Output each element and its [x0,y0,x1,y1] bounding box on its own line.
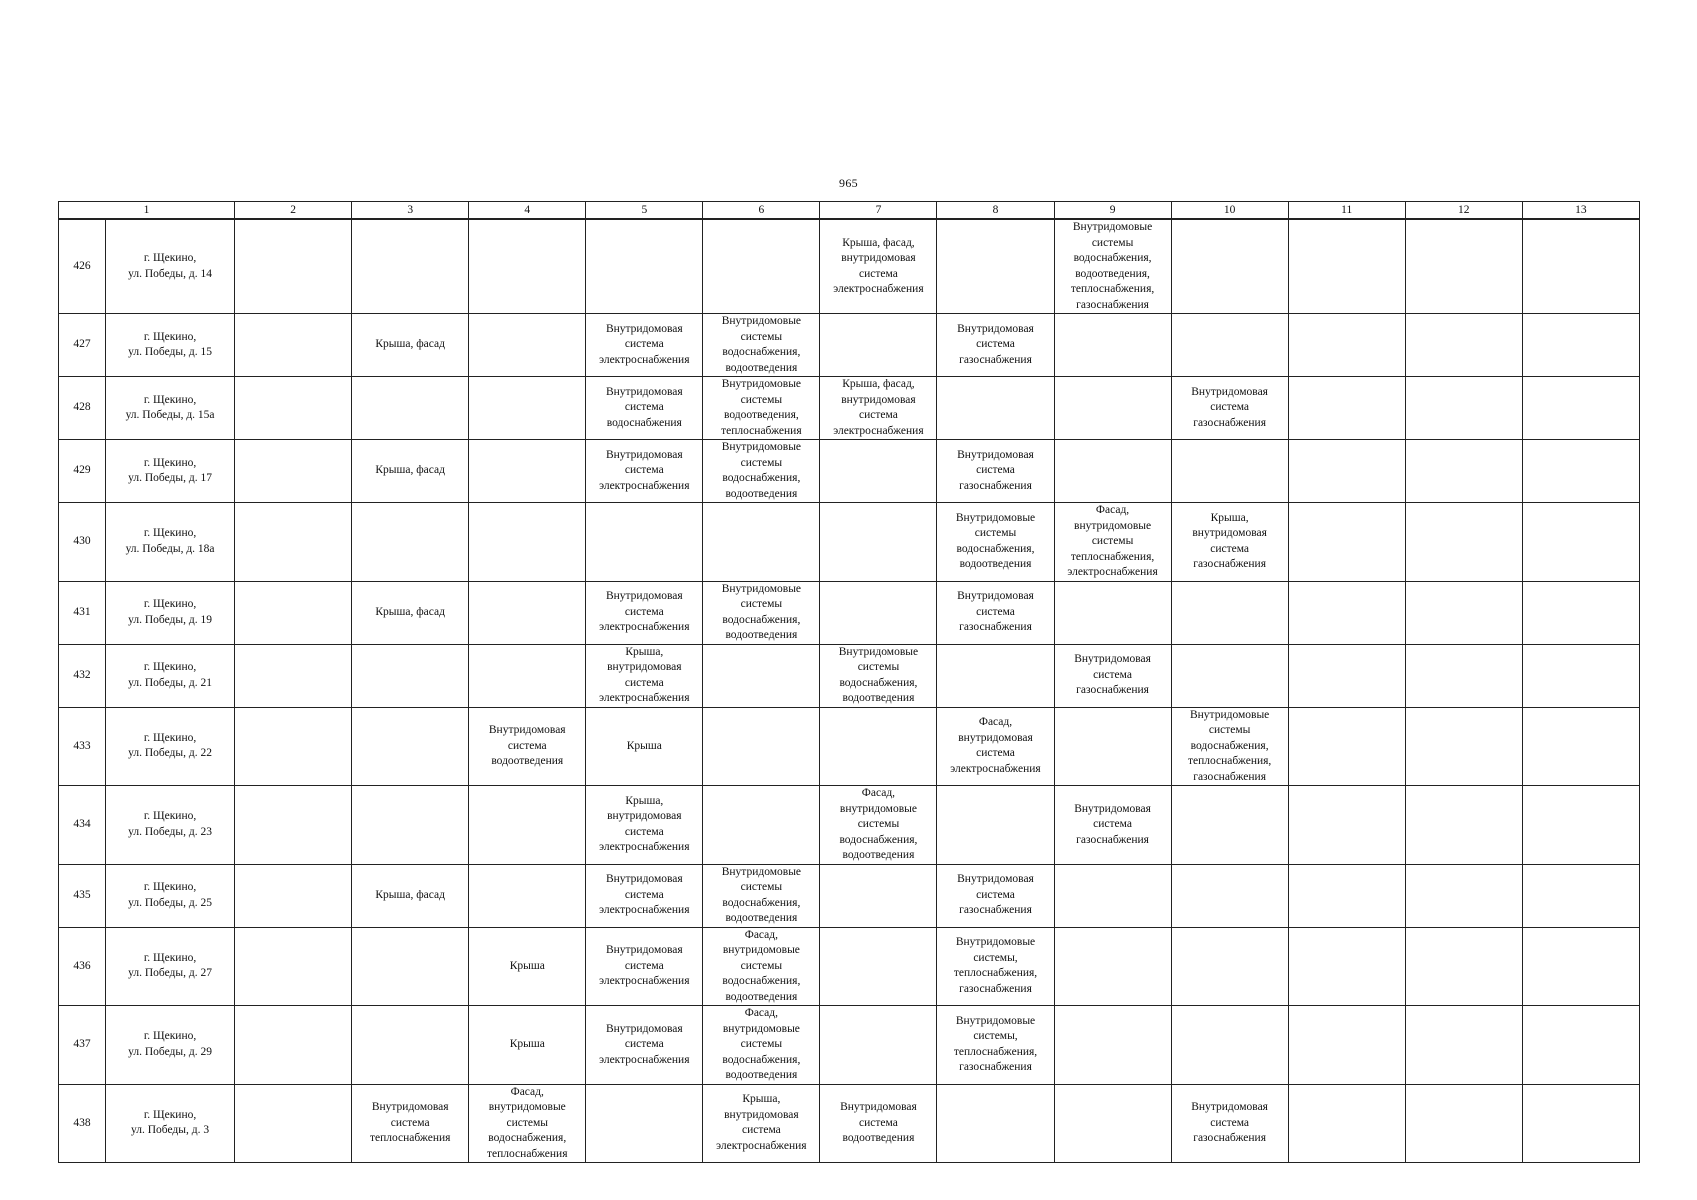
work-cell-col-7: Внутридомовые системы водоснабжения, водоотведения [820,644,937,707]
row-number: 435 [59,864,106,927]
work-cell-col-8 [937,1084,1054,1163]
work-cell-col-8 [937,377,1054,440]
work-cell-col-10 [1171,1006,1288,1085]
work-cell-col-4: Внутридомовая система водоотведения [469,707,586,786]
work-cell-col-7 [820,581,937,644]
work-cell-col-2 [235,314,352,377]
work-cell-col-6 [703,219,820,314]
address-cell: г. Щекино, ул. Победы, д. 27 [106,927,235,1006]
work-cell-col-12 [1405,707,1522,786]
work-cell-col-9: Фасад, внутридомовые системы теплоснабжения, электроснабжения [1054,503,1171,582]
table-body [59,219,1640,1163]
work-cell-col-7 [820,864,937,927]
work-cell-col-2 [235,377,352,440]
column-header: 9 [1054,202,1171,220]
column-header: 8 [937,202,1054,220]
work-cell-col-2 [235,503,352,582]
work-cell-col-9: Внутридомовая система газоснабжения [1054,644,1171,707]
work-cell-col-11 [1288,1084,1405,1163]
work-cell-col-10 [1171,219,1288,314]
table-row [59,219,1640,314]
work-cell-col-13 [1522,440,1639,503]
work-cell-col-7 [820,503,937,582]
work-cell-col-7 [820,314,937,377]
work-cell-col-2 [235,219,352,314]
row-number: 436 [59,927,106,1006]
work-cell-col-10 [1171,786,1288,865]
column-header: 12 [1405,202,1522,220]
work-cell-col-3 [352,786,469,865]
work-cell-col-4 [469,581,586,644]
work-cell-col-9 [1054,707,1171,786]
work-cell-col-6: Фасад, внутридомовые системы водоснабжения, водоотведения [703,927,820,1006]
work-cell-col-4 [469,377,586,440]
work-cell-col-6: Внутридомовые системы водоснабжения, водоотведения [703,864,820,927]
column-header: 1 [59,202,235,220]
work-cell-col-8: Внутридомовая система газоснабжения [937,440,1054,503]
column-header: 13 [1522,202,1639,220]
work-cell-col-10: Внутридомовая система газоснабжения [1171,1084,1288,1163]
work-cell-col-3 [352,927,469,1006]
work-cell-col-13 [1522,219,1639,314]
row-number: 433 [59,707,106,786]
work-cell-col-8: Внутридомовые системы, теплоснабжения, газоснабжения [937,927,1054,1006]
table-row [59,440,1640,503]
work-cell-col-12 [1405,786,1522,865]
work-cell-col-10 [1171,927,1288,1006]
column-header: 3 [352,202,469,220]
work-cell-col-2 [235,864,352,927]
work-cell-col-6: Внутридомовые системы водоотведения, теплоснабжения [703,377,820,440]
work-cell-col-8 [937,786,1054,865]
address-cell: г. Щекино, ул. Победы, д. 17 [106,440,235,503]
table-row [59,644,1640,707]
work-cell-col-8: Внутридомовая система газоснабжения [937,864,1054,927]
work-cell-col-8 [937,644,1054,707]
work-cell-col-7: Фасад, внутридомовые системы водоснабжения, водоотведения [820,786,937,865]
work-cell-col-9 [1054,1084,1171,1163]
work-cell-col-3 [352,1006,469,1085]
work-cell-col-8: Внутридомовая система газоснабжения [937,314,1054,377]
work-cell-col-5: Внутридомовая система электроснабжения [586,581,703,644]
work-cell-col-2 [235,1006,352,1085]
work-cell-col-7: Крыша, фасад, внутридомовая система электроснабжения [820,219,937,314]
table-row [59,927,1640,1006]
work-cell-col-10 [1171,864,1288,927]
repair-schedule-table [58,201,1640,1163]
work-cell-col-4: Фасад, внутридомовые системы водоснабжения, теплоснабжения [469,1084,586,1163]
work-cell-col-12 [1405,503,1522,582]
work-cell-col-4 [469,864,586,927]
work-cell-col-10: Внутридомовые системы водоснабжения, теплоснабжения, газоснабжения [1171,707,1288,786]
work-cell-col-11 [1288,314,1405,377]
address-cell: г. Щекино, ул. Победы, д. 15 [106,314,235,377]
work-cell-col-8: Внутридомовая система газоснабжения [937,581,1054,644]
work-cell-col-5 [586,503,703,582]
work-cell-col-5: Крыша [586,707,703,786]
work-cell-col-12 [1405,927,1522,1006]
row-number: 430 [59,503,106,582]
work-cell-col-5: Крыша, внутридомовая система электроснабжения [586,644,703,707]
work-cell-col-9 [1054,377,1171,440]
work-cell-col-8: Внутридомовые системы, теплоснабжения, газоснабжения [937,1006,1054,1085]
work-cell-col-7 [820,1006,937,1085]
work-cell-col-13 [1522,707,1639,786]
row-number: 434 [59,786,106,865]
work-cell-col-7 [820,440,937,503]
address-cell: г. Щекино, ул. Победы, д. 14 [106,219,235,314]
work-cell-col-4: Крыша [469,927,586,1006]
work-cell-col-2 [235,644,352,707]
work-cell-col-13 [1522,503,1639,582]
work-cell-col-6 [703,707,820,786]
work-cell-col-6: Внутридомовые системы водоснабжения, водоотведения [703,581,820,644]
work-cell-col-12 [1405,581,1522,644]
work-cell-col-6: Фасад, внутридомовые системы водоснабжения, водоотведения [703,1006,820,1085]
address-cell: г. Щекино, ул. Победы, д. 25 [106,864,235,927]
table-row [59,581,1640,644]
work-cell-col-11 [1288,927,1405,1006]
work-cell-col-3 [352,219,469,314]
work-cell-col-11 [1288,219,1405,314]
row-number: 428 [59,377,106,440]
work-cell-col-12 [1405,644,1522,707]
work-cell-col-2 [235,707,352,786]
work-cell-col-4 [469,786,586,865]
work-cell-col-7 [820,707,937,786]
work-cell-col-4 [469,503,586,582]
work-cell-col-10 [1171,314,1288,377]
work-cell-col-11 [1288,707,1405,786]
work-cell-col-2 [235,786,352,865]
work-cell-col-11 [1288,644,1405,707]
work-cell-col-13 [1522,377,1639,440]
work-cell-col-12 [1405,864,1522,927]
work-cell-col-13 [1522,1006,1639,1085]
work-cell-col-7: Крыша, фасад, внутридомовая система электроснабжения [820,377,937,440]
work-cell-col-8: Внутридомовые системы водоснабжения, водоотведения [937,503,1054,582]
work-cell-col-5: Внутридомовая система электроснабжения [586,440,703,503]
work-cell-col-6 [703,786,820,865]
column-header: 7 [820,202,937,220]
row-number: 437 [59,1006,106,1085]
work-cell-col-3 [352,644,469,707]
work-cell-col-9: Внутридомовые системы водоснабжения, водоотведения, теплоснабжения, газоснабжения [1054,219,1171,314]
work-cell-col-2 [235,440,352,503]
row-number: 432 [59,644,106,707]
work-cell-col-4 [469,644,586,707]
work-cell-col-12 [1405,314,1522,377]
row-number: 431 [59,581,106,644]
work-cell-col-7 [820,927,937,1006]
table-row [59,786,1640,865]
table-row [59,707,1640,786]
address-cell: г. Щекино, ул. Победы, д. 21 [106,644,235,707]
work-cell-col-5: Внутридомовая система электроснабжения [586,1006,703,1085]
work-cell-col-4 [469,219,586,314]
table-row [59,864,1640,927]
work-cell-col-11 [1288,440,1405,503]
work-cell-col-3: Крыша, фасад [352,864,469,927]
work-cell-col-10: Внутридомовая система газоснабжения [1171,377,1288,440]
table-row [59,1006,1640,1085]
work-cell-col-4: Крыша [469,1006,586,1085]
work-cell-col-12 [1405,1084,1522,1163]
work-cell-col-2 [235,1084,352,1163]
header-row [59,202,1640,220]
table-row [59,314,1640,377]
address-cell: г. Щекино, ул. Победы, д. 29 [106,1006,235,1085]
work-cell-col-5 [586,1084,703,1163]
work-cell-col-4 [469,314,586,377]
work-cell-col-4 [469,440,586,503]
work-cell-col-12 [1405,440,1522,503]
row-number: 426 [59,219,106,314]
column-header: 2 [235,202,352,220]
work-cell-col-8: Фасад, внутридомовая система электроснабжения [937,707,1054,786]
column-header: 6 [703,202,820,220]
work-cell-col-9 [1054,927,1171,1006]
work-cell-col-9 [1054,314,1171,377]
work-cell-col-11 [1288,864,1405,927]
work-cell-col-13 [1522,1084,1639,1163]
work-cell-col-5: Крыша, внутридомовая система электроснабжения [586,786,703,865]
work-cell-col-6: Крыша, внутридомовая система электроснабжения [703,1084,820,1163]
work-cell-col-13 [1522,581,1639,644]
work-cell-col-3 [352,377,469,440]
work-cell-col-10 [1171,581,1288,644]
work-cell-col-12 [1405,377,1522,440]
work-cell-col-13 [1522,786,1639,865]
row-number: 429 [59,440,106,503]
work-cell-col-12 [1405,219,1522,314]
work-cell-col-5: Внутридомовая система электроснабжения [586,927,703,1006]
address-cell: г. Щекино, ул. Победы, д. 19 [106,581,235,644]
work-cell-col-8 [937,219,1054,314]
work-cell-col-13 [1522,864,1639,927]
work-cell-col-13 [1522,927,1639,1006]
column-header: 4 [469,202,586,220]
work-cell-col-6: Внутридомовые системы водоснабжения, водоотведения [703,440,820,503]
work-cell-col-11 [1288,786,1405,865]
work-cell-col-5: Внутридомовая система электроснабжения [586,314,703,377]
address-cell: г. Щекино, ул. Победы, д. 22 [106,707,235,786]
work-cell-col-3: Внутридомовая система теплоснабжения [352,1084,469,1163]
work-cell-col-10: Крыша, внутридомовая система газоснабжения [1171,503,1288,582]
address-cell: г. Щекино, ул. Победы, д. 23 [106,786,235,865]
work-cell-col-10 [1171,440,1288,503]
work-cell-col-6: Внутридомовые системы водоснабжения, водоотведения [703,314,820,377]
row-number: 438 [59,1084,106,1163]
page-number: 965 [839,176,858,190]
work-cell-col-9 [1054,1006,1171,1085]
work-cell-col-5 [586,219,703,314]
work-cell-col-9: Внутридомовая система газоснабжения [1054,786,1171,865]
work-cell-col-11 [1288,1006,1405,1085]
work-cell-col-3 [352,707,469,786]
work-cell-col-3: Крыша, фасад [352,581,469,644]
work-cell-col-3: Крыша, фасад [352,440,469,503]
work-cell-col-9 [1054,864,1171,927]
address-cell: г. Щекино, ул. Победы, д. 15а [106,377,235,440]
work-cell-col-5: Внутридомовая система электроснабжения [586,864,703,927]
work-cell-col-3: Крыша, фасад [352,314,469,377]
work-cell-col-11 [1288,377,1405,440]
table-row [59,503,1640,582]
work-cell-col-2 [235,581,352,644]
work-cell-col-2 [235,927,352,1006]
work-cell-col-6 [703,644,820,707]
work-cell-col-11 [1288,503,1405,582]
row-number: 427 [59,314,106,377]
work-cell-col-12 [1405,1006,1522,1085]
work-cell-col-11 [1288,581,1405,644]
table-row [59,377,1640,440]
work-cell-col-5: Внутридомовая система водоснабжения [586,377,703,440]
work-cell-col-13 [1522,644,1639,707]
address-cell: г. Щекино, ул. Победы, д. 3 [106,1084,235,1163]
work-cell-col-13 [1522,314,1639,377]
column-header: 5 [586,202,703,220]
address-cell: г. Щекино, ул. Победы, д. 18а [106,503,235,582]
column-header: 10 [1171,202,1288,220]
work-cell-col-9 [1054,440,1171,503]
work-cell-col-7: Внутридомовая система водоотведения [820,1084,937,1163]
column-header: 11 [1288,202,1405,220]
table-row [59,1084,1640,1163]
work-cell-col-3 [352,503,469,582]
work-cell-col-10 [1171,644,1288,707]
work-cell-col-6 [703,503,820,582]
work-cell-col-9 [1054,581,1171,644]
